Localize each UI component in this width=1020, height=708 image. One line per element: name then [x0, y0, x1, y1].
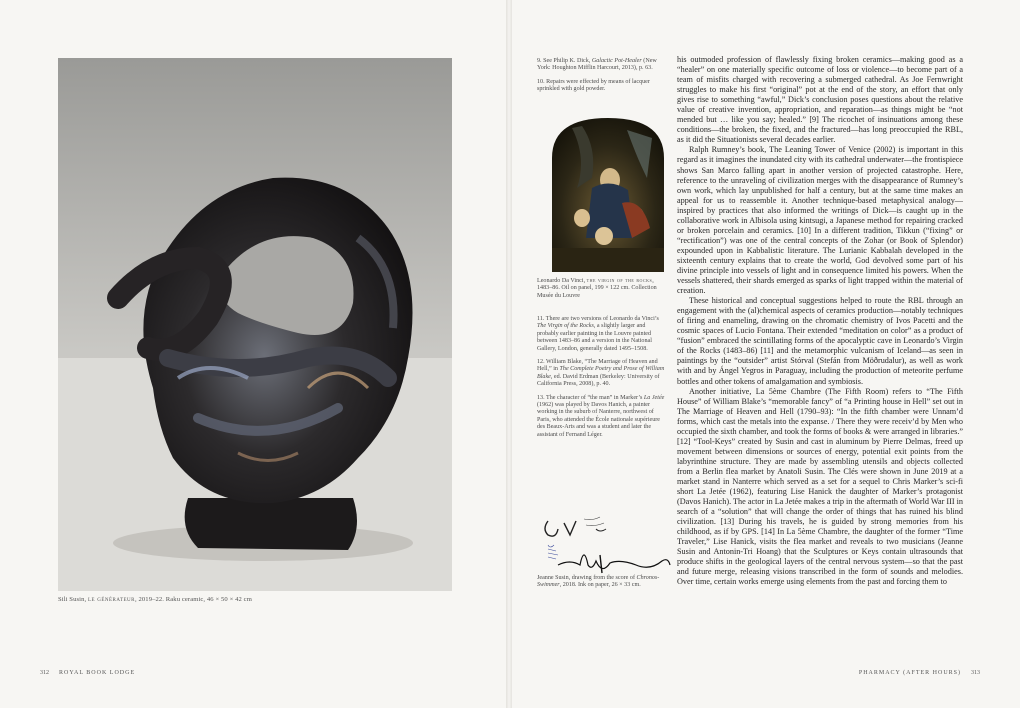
note-italic: Galactic Pot-Healer	[591, 58, 642, 64]
note-text: (1962) was played by Davos Hanich, a painter working in the suburb of Nanterre, northwest of Paris, who attended the École nationale supérieure des Beaux-Arts and was a student and later the assistant of Fernand Léger.	[537, 402, 661, 438]
caption-title: le générateur	[87, 596, 136, 603]
note-text: 9. See Philip K. Dick,	[537, 58, 592, 64]
score-drawing	[540, 515, 675, 577]
page-number-right: 313	[971, 670, 980, 676]
book-gutter	[506, 0, 512, 708]
note-11	[537, 316, 667, 353]
note-12	[537, 359, 667, 389]
body-paragraph: Ralph Rumney’s book, The Leaning Tower of Venice (2002) is important in this regard as it imagines the inundated city with its cathedral underwater—the frontispiece shows San Marco falling apart in another version of projected catastrophe. Here, reference to the unraveling of civilization merges with the disappearance of Rumney’s own work, which lay unpublished for half a century, but at the same time makes an appeal for us to reassemble it. Another technique-based metaphysical analogy—inspired by practices that also informed the writings of Dick—is caught up in the collaborative work in Albisola using kintsugi, a Japanese method for repairing cracked or broken porcelain and ceramics. [10] In a different tradition, Tikkun (“fixing” or “rectification”) was one of the central concepts of the Zohar (or Book of Splendor) expounded upon in Kabbalistic literature. The Lurianic Kabbalah developed in the sixteenth century explains that to create the world, God devolved some part of his divine principle into vessels of light and in consequence limited his powers. When the vessels shattered, their shards emerged as sparks of light trapped within the material of creation.	[677, 145, 963, 296]
note-9	[537, 58, 667, 73]
left-footer	[40, 670, 135, 676]
main-text-column	[677, 55, 963, 587]
body-paragraph: his outmoded profession of flawlessly fixing broken ceramics—making good as a “healer” on one materially specific outcome of loss or violence—to become part of a team of misfits charged with recovering a submerged cathedral. As Joe Fernwright struggles to make his first “original” pot at the end of the story, an effort that only gives rise to something “awful,” Dick’s conclusion poses questions about the relative value of creative invention, appropriation, and reparation—as things might be “not mended but … like you say; healed.” [9] The ricochet of insinuations among these conditions—the broken, the fixed, and the fractured—has long preoccupied the RBL, as it did the Situationists several decades earlier.	[677, 55, 963, 145]
sculpture-photo	[58, 58, 452, 591]
notes-lower	[537, 316, 667, 445]
note-italic: La Jetée	[643, 394, 665, 401]
page-number-left: 312	[40, 670, 49, 676]
caption-details: , 2019–22. Raku ceramic, 46 × 50 × 42 cm	[135, 596, 252, 603]
note-text: 13. The character of “the man” in Marker’s	[537, 394, 644, 401]
note-italic: The Virgin of the Rocks	[537, 323, 594, 330]
virgin-of-rocks-painting	[552, 118, 664, 272]
drawing-caption	[537, 575, 667, 590]
right-footer	[859, 670, 980, 676]
painting-caption-artist: Leonardo Da Vinci,	[537, 278, 587, 284]
drawing-caption-details: , 2018. Ink on paper, 26 × 33 cm.	[559, 582, 641, 589]
sculpture-caption	[58, 596, 478, 603]
note-text: 10. Repairs were effected by means of lacquer sprinkled with gold powder.	[537, 78, 650, 93]
note-text: (New York: Houghton Mifflin Harcourt, 2013), p. 63.	[537, 58, 657, 72]
notes-top	[537, 58, 667, 100]
note-10	[537, 79, 667, 94]
note-13	[537, 395, 667, 439]
note-text: , a slightly larger and probably earlier painting in the Louvre painted between 1483–86 and a version in the National Gallery, London, generally dated 1495–1508.	[537, 323, 652, 352]
drawing-caption-text: Jeanne Susin, drawing from the score of	[537, 575, 637, 581]
note-text: 12. William Blake, “The Marriage of Heaven and Hell,” in	[537, 359, 658, 373]
painting-caption	[537, 278, 667, 300]
note-italic: The Complete Poetry and Prose of William Blake	[537, 366, 665, 380]
running-head-left: ROYAL BOOK LODGE	[59, 670, 136, 676]
painting-caption-title: the virgin of the rocks	[586, 278, 653, 284]
drawing-caption-title: Chronos-Swimmer	[537, 575, 660, 589]
note-text: 11. There are two versions of Leonardo da Vinci’s	[537, 316, 659, 322]
body-paragraph: Another initiative, La 5ème Chambre (The Fifth Room) refers to “The Fifth House” of William Blake’s “memorable fancy” of “a Printing house in Hell” set out in The Marriage of Heaven and Hell (1790–93): “In the fifth chamber were Unnam’d forms, which cast the metals into the expanse. / There they were receiv’d by Men who occupied the sixth chamber, and took the forms of books & were arranged in libraries.” [12] “Tool-Keys” created by Susin and cast in aluminum by Pierre Delmas, freed up movement between dimensions or sources of energy, potential exit points from the labyrinthine structure. They are made by assembling utensils and objects collected from a Berlin flea market by Anatoli Susin. The Clés were shown in June 2019 at a market stand in Nanterre which served as a set for a sequel to Chris Marker’s sci-fi short La Jetée (1962), featuring Lise Hanick the daughter of Marker’s protagonist (Davos Hanich). The actor in La Jetée makes a trip in the aftermath of World War III in search of a “solution” that will change the order of things that has ruined his blind civilization. [13] During his travels, he is guided by strong memories from his childhood, as if by GPS. [14] In La 5ème Chambre, the daughter of the former “Time Traveler,” Lise Hanick, visits the flea market and reveals to two musicians (Jeanne Susin and Antonin-Tri Hoang) that the Sculptures or Keys contain ultrasounds that produce shifts in the geological layers of the central nervous system—so that the past and future merge, releasing visions transcribed in the form of sounds and melodies. Over time, certain works emerge using elements from the past and forcing them to	[677, 386, 963, 587]
painting-caption-details: , 1483–86. Oil on panel, 199 × 122 cm. Collection Musée du Louvre	[537, 278, 657, 299]
body-paragraph: These historical and conceptual suggestions helped to route the RBL through an engagement with the (al)chemical aspects of ceramics production—notably techniques of firing and enameling, drawing on the chromatic chemistry of Ivos Pacetti and the cosmic spaces of Lucio Fontana. Their extended “meditation on color” as a product of “fusion” embraced the scintillating forms of the apocalyptic cave in Leonardo’s Virgin of the Rocks (1483–86) [11] and the metamorphic vulcanism of Iceland—as seen in paintings by the “outsider” artist Stórval (Stefán from Möðrudalur), as well as work with and by Ángel Yegros in Paraguay, including the production of meteorite perfume bottles and other tokens of amalgamation and symbiosis.	[677, 296, 963, 386]
note-text: , ed. David Erdman (Berkeley: University of California Press, 2008), p. 40.	[537, 373, 660, 388]
running-head-right: PHARMACY (AFTER HOURS)	[858, 670, 961, 676]
caption-artist: Sili Susin,	[58, 596, 88, 603]
